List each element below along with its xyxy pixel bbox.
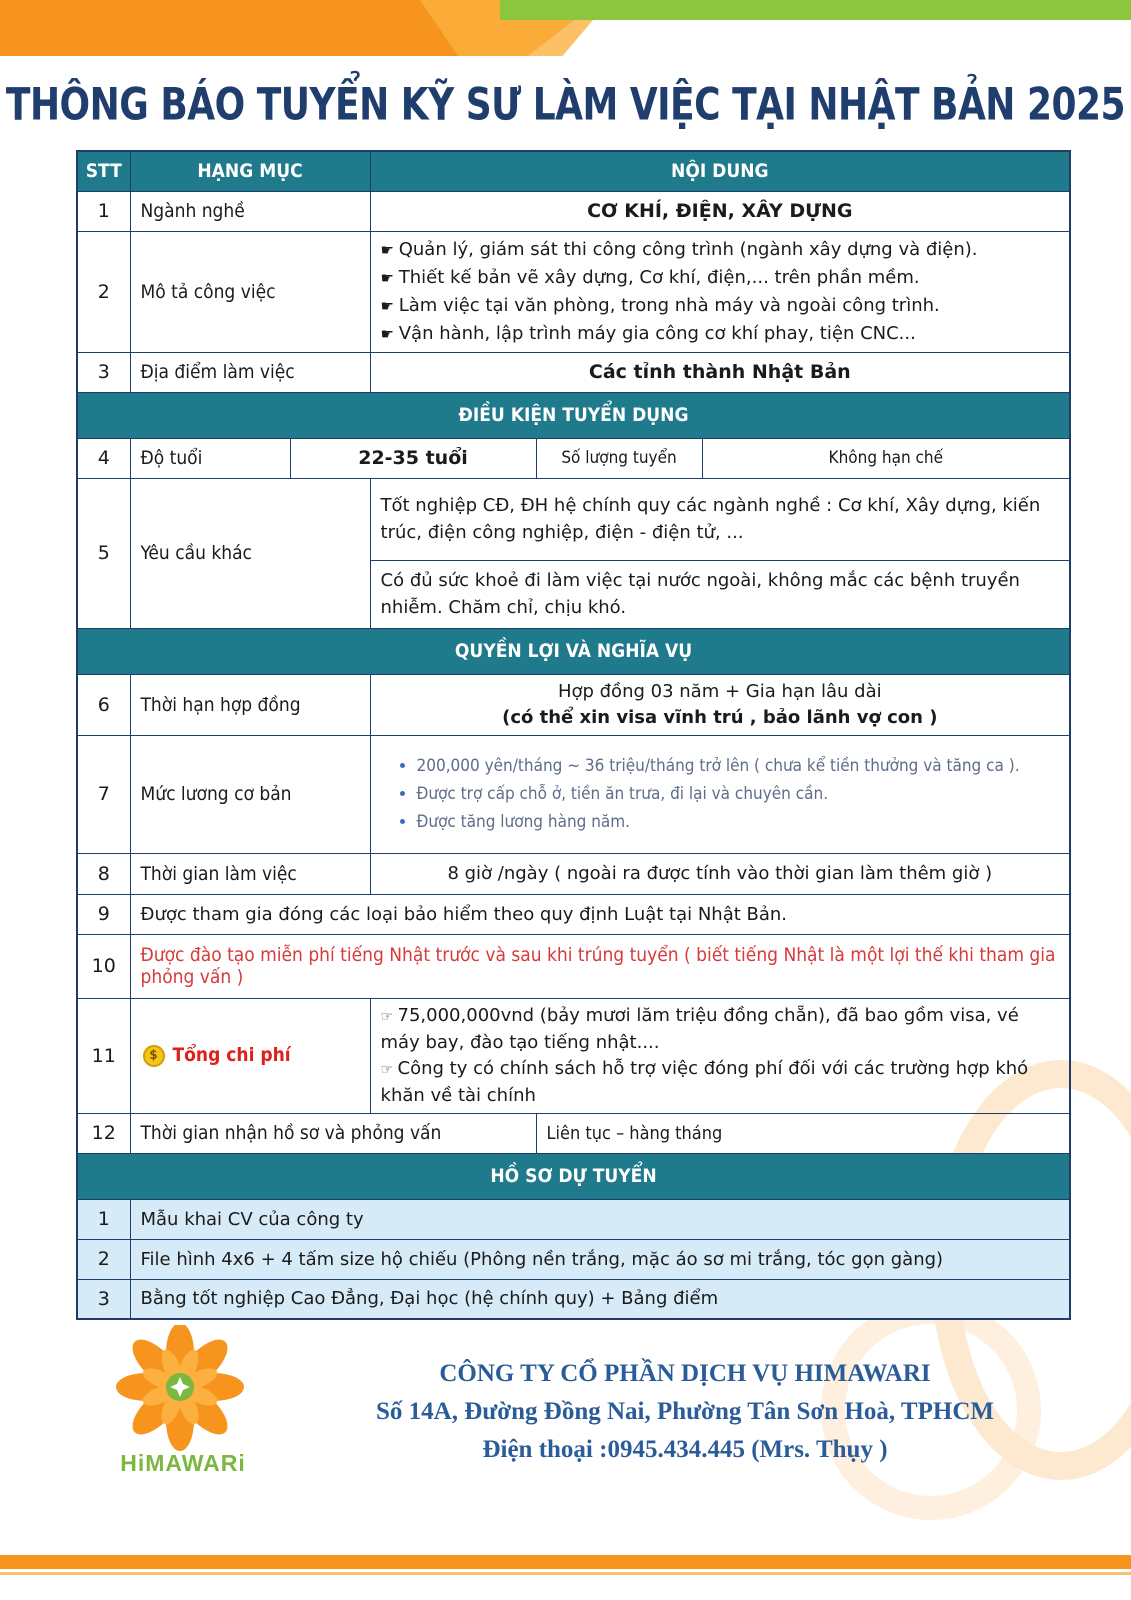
job-description-list — [381, 236, 1060, 348]
row-number: 3 — [77, 1279, 130, 1319]
list-item: ☞ 75,000,000vnd (bảy mươi lăm triệu đồng chẵn), đã bao gồm visa, vé máy bay, đào tạo tiếng nhật.... — [381, 1003, 1060, 1056]
list-item: • Được tăng lương hàng năm. — [417, 808, 1060, 836]
section-documents — [77, 1153, 1070, 1199]
requirement-education: Tốt nghiệp CĐ, ĐH hệ chính quy các ngành nghề : Cơ khí, Xây dựng, kiến trúc, điện công nghiệp, điện - điện tử, ... — [370, 478, 1070, 560]
document-row — [77, 1279, 1070, 1319]
list-item: ☞ Công ty có chính sách hỗ trợ việc đóng phí đối với các trường hợp khó khăn về tài chính — [381, 1056, 1060, 1109]
row-label-cost — [130, 998, 370, 1113]
company-phone: Điện thoại :0945.434.445 (Mrs. Thụy ) — [482, 1436, 888, 1463]
bottom-orange-line — [0, 1572, 1131, 1575]
table-row — [77, 894, 1070, 934]
table-row — [77, 478, 1070, 560]
document-row — [77, 1239, 1070, 1279]
header-category: HẠNG MỤC — [130, 151, 370, 191]
table-row — [77, 674, 1070, 735]
row-label: Mức lương cơ bản — [130, 735, 370, 853]
list-item: ☛ Quản lý, giám sát thi công công trình (ngành xây dựng và điện). — [381, 236, 1060, 264]
section-conditions — [77, 392, 1070, 438]
table-row — [77, 231, 1070, 352]
table-header — [77, 151, 1070, 191]
row-value: 8 giờ /ngày ( ngoài ra được tính vào thời gian làm thêm giờ ) — [370, 853, 1070, 894]
row-number: 4 — [77, 438, 130, 478]
list-item: ☛ Vận hành, lập trình máy gia công cơ khí phay, tiện CNC... — [381, 320, 1060, 348]
section-benefits — [77, 628, 1070, 674]
company-name: CÔNG TY CỔ PHẦN DỊCH VỤ HIMAWARI — [439, 1360, 931, 1387]
list-item: • 200,000 yên/tháng ~ 36 triệu/tháng trở lên ( chưa kể tiền thưởng và tăng ca ). — [417, 752, 1060, 780]
row-number: 3 — [77, 352, 130, 392]
row-value: Được tham gia đóng các loại bảo hiểm theo quy định Luật tại Nhật Bản. — [130, 894, 1070, 934]
row-number: 8 — [77, 853, 130, 894]
table-row — [77, 998, 1070, 1113]
row-label: Ngành nghề — [130, 191, 370, 231]
section-title: QUYỀN LỢI VÀ NGHĨA VỤ — [77, 628, 1070, 674]
row-label: Thời gian nhận hồ sơ và phỏng vấn — [130, 1113, 536, 1153]
table-row — [77, 735, 1070, 853]
row-label: Địa điểm làm việc — [130, 352, 370, 392]
company-address: Số 14A, Đường Đồng Nai, Phường Tân Sơn Hoà, TPHCM — [376, 1398, 994, 1425]
row-value — [370, 735, 1070, 853]
document-row — [77, 1199, 1070, 1239]
bottom-orange-band — [0, 1555, 1131, 1569]
row-label: Mô tả công việc — [130, 231, 370, 352]
document-text: Bằng tốt nghiệp Cao Đẳng, Đại học (hệ chính quy) + Bảng điểm — [130, 1279, 1070, 1319]
row-number: 7 — [77, 735, 130, 853]
row-number: 12 — [77, 1113, 130, 1153]
requirement-health: Có đủ sức khoẻ đi làm việc tại nước ngoài, không mắc các bệnh truyền nhiễm. Chăm chỉ, chịu khó. — [370, 560, 1070, 628]
row-label: Thời gian làm việc — [130, 853, 370, 894]
row-value: Các tỉnh thành Nhật Bản — [370, 352, 1070, 392]
header-stt: STT — [77, 151, 130, 191]
contract-extension: (có thể xin visa vĩnh trú , bảo lãnh vợ con ) — [502, 706, 938, 728]
section-title: HỒ SƠ DỰ TUYỂN — [77, 1153, 1070, 1199]
list-item: • Được trợ cấp chỗ ở, tiền ăn trưa, đi lại và chuyên cần. — [417, 780, 1060, 808]
list-item: ☛ Làm việc tại văn phòng, trong nhà máy và ngoài công trình. — [381, 292, 1060, 320]
row-number: 2 — [77, 231, 130, 352]
table-row — [77, 438, 1070, 478]
quantity-label: Số lượng tuyển — [536, 438, 702, 478]
coin-hand-icon: $ — [143, 1045, 165, 1067]
page-title: THÔNG BÁO TUYỂN KỸ SƯ LÀM VIỆC TẠI NHẬT BẢN 2025 — [5, 79, 1126, 131]
row-label: Thời hạn hợp đồng — [130, 674, 370, 735]
row-number: 5 — [77, 478, 130, 628]
age-value: 22-35 tuổi — [290, 438, 536, 478]
row-label: Độ tuổi — [130, 438, 290, 478]
logo-wordmark: HiMAWARi — [120, 1450, 246, 1476]
row-number: 10 — [77, 934, 130, 998]
row-value — [370, 231, 1070, 352]
table-row — [77, 1113, 1070, 1153]
row-label: Yêu cầu khác — [130, 478, 370, 628]
recruitment-table — [76, 150, 1071, 1320]
cost-list — [381, 1003, 1060, 1109]
section-title: ĐIỀU KIỆN TUYỂN DỤNG — [77, 392, 1070, 438]
table-row — [77, 934, 1070, 998]
top-green-band — [500, 0, 1131, 20]
row-number: 9 — [77, 894, 130, 934]
header-content: NỘI DUNG — [370, 151, 1070, 191]
table-row — [77, 191, 1070, 231]
total-cost-label: Tổng chi phí — [172, 1044, 291, 1067]
row-number: 1 — [77, 1199, 130, 1239]
row-value: CƠ KHÍ, ĐIỆN, XÂY DỰNG — [370, 191, 1070, 231]
contract-term: Hợp đồng 03 năm + Gia hạn lâu dài — [557, 680, 882, 702]
table-row — [77, 352, 1070, 392]
document-text: Mẫu khai CV của công ty — [130, 1199, 1070, 1239]
salary-list — [381, 752, 1060, 836]
row-value — [370, 674, 1070, 735]
row-number: 1 — [77, 191, 130, 231]
row-value: Liên tục – hàng tháng — [536, 1113, 1070, 1153]
row-number: 6 — [77, 674, 130, 735]
company-info — [290, 1355, 1080, 1469]
list-item: ☛ Thiết kế bản vẽ xây dựng, Cơ khí, điện,... trên phần mềm. — [381, 264, 1060, 292]
row-number: 11 — [77, 998, 130, 1113]
document-text: File hình 4x6 + 4 tấm size hộ chiếu (Phông nền trắng, mặc áo sơ mi trắng, tóc gọn gàng) — [130, 1239, 1070, 1279]
table-row — [77, 853, 1070, 894]
quantity-value: Không hạn chế — [702, 438, 1070, 478]
row-value — [370, 998, 1070, 1113]
row-value: Được đào tạo miễn phí tiếng Nhật trước và sau khi trúng tuyển ( biết tiếng Nhật là một lợi thế khi tham gia phỏng vấn ) — [130, 934, 1070, 998]
row-number: 2 — [77, 1239, 130, 1279]
